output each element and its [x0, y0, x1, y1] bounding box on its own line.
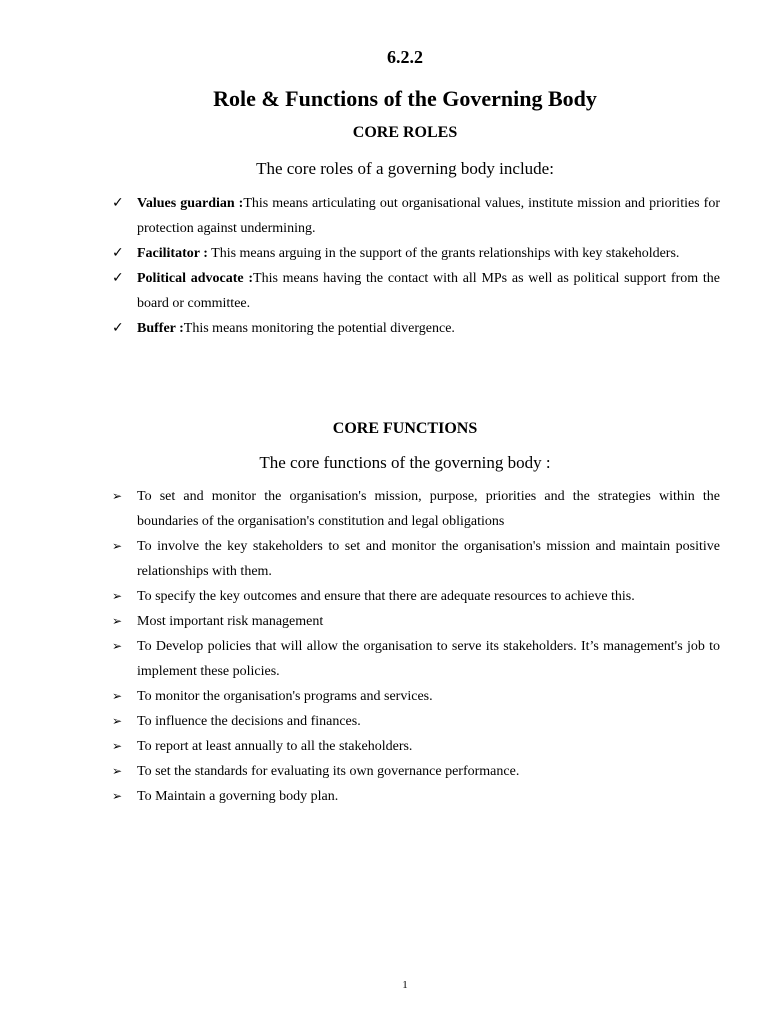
arrow-bullet-icon: ➢ [112, 789, 123, 803]
arrow-bullet-icon: ➢ [112, 539, 123, 553]
role-description: This means having the contact with all MPs as well as political support from the board or committee. [137, 271, 720, 311]
list-item [112, 784, 720, 809]
arrow-bullet-icon: ➢ [112, 764, 123, 778]
check-mark-icon: ✓ [112, 270, 124, 286]
list-item [112, 484, 720, 534]
core-functions-heading: CORE FUNCTIONS [332, 420, 478, 437]
list-item [112, 684, 720, 709]
function-text: To set the standards for evaluating its own governance performance. [137, 764, 520, 779]
arrow-bullet-icon: ➢ [112, 639, 123, 653]
list-item [112, 584, 720, 609]
function-text: To monitor the organisation's programs and services. [137, 689, 433, 704]
page-title: Role & Functions of the Governing Body [213, 86, 597, 111]
core-roles-heading: CORE ROLES [352, 124, 458, 141]
list-item [112, 316, 720, 341]
role-term: Buffer : [137, 321, 184, 336]
function-text: Most important risk management [137, 614, 324, 629]
check-mark-icon: ✓ [112, 195, 124, 211]
role-term: Facilitator : [137, 246, 208, 261]
function-text: To specify the key outcomes and ensure that there are adequate resources to achieve this. [137, 589, 635, 604]
core-roles-intro: The core roles of a governing body include: [256, 159, 554, 178]
check-mark-icon: ✓ [112, 245, 124, 261]
arrow-bullet-icon: ➢ [112, 614, 123, 628]
function-text: To set and monitor the organisation's mission, purpose, priorities and the strategies within the boundaries of the organisation's constitution and legal obligations [137, 489, 720, 529]
core-functions-list [112, 484, 720, 809]
arrow-bullet-icon: ➢ [112, 589, 123, 603]
role-description: This means articulating out organisational values, institute mission and priorities for protection against undermining. [137, 196, 720, 236]
arrow-bullet-icon: ➢ [112, 739, 123, 753]
list-item [112, 709, 720, 734]
check-mark-icon: ✓ [112, 320, 124, 336]
arrow-bullet-icon: ➢ [112, 689, 123, 703]
list-item [112, 609, 720, 634]
list-item [112, 734, 720, 759]
list-item [112, 534, 720, 584]
list-item [112, 266, 720, 316]
list-item [112, 191, 720, 241]
list-item [112, 759, 720, 784]
list-item [112, 634, 720, 684]
function-text: To involve the key stakeholders to set and monitor the organisation's mission and maintain positive relationships with them. [137, 539, 720, 579]
function-text: To Develop policies that will allow the organisation to serve its stakeholders. It’s management's job to implement these policies. [137, 639, 720, 679]
page-number: 1 [402, 979, 408, 991]
function-text: To Maintain a governing body plan. [137, 789, 339, 804]
list-item [112, 241, 720, 266]
role-term: Values guardian : [137, 196, 244, 211]
function-text: To report at least annually to all the stakeholders. [137, 739, 413, 754]
arrow-bullet-icon: ➢ [112, 714, 123, 728]
role-term: Political advocate : [137, 271, 254, 286]
role-description: This means arguing in the support of the grants relationships with key stakeholders. [207, 246, 680, 261]
core-roles-list [112, 191, 720, 341]
core-functions-intro: The core functions of the governing body : [259, 453, 551, 472]
role-description: This means monitoring the potential divergence. [183, 321, 455, 336]
arrow-bullet-icon: ➢ [112, 489, 123, 503]
section-number: 6.2.2 [387, 47, 423, 67]
function-text: To influence the decisions and finances. [137, 714, 361, 729]
